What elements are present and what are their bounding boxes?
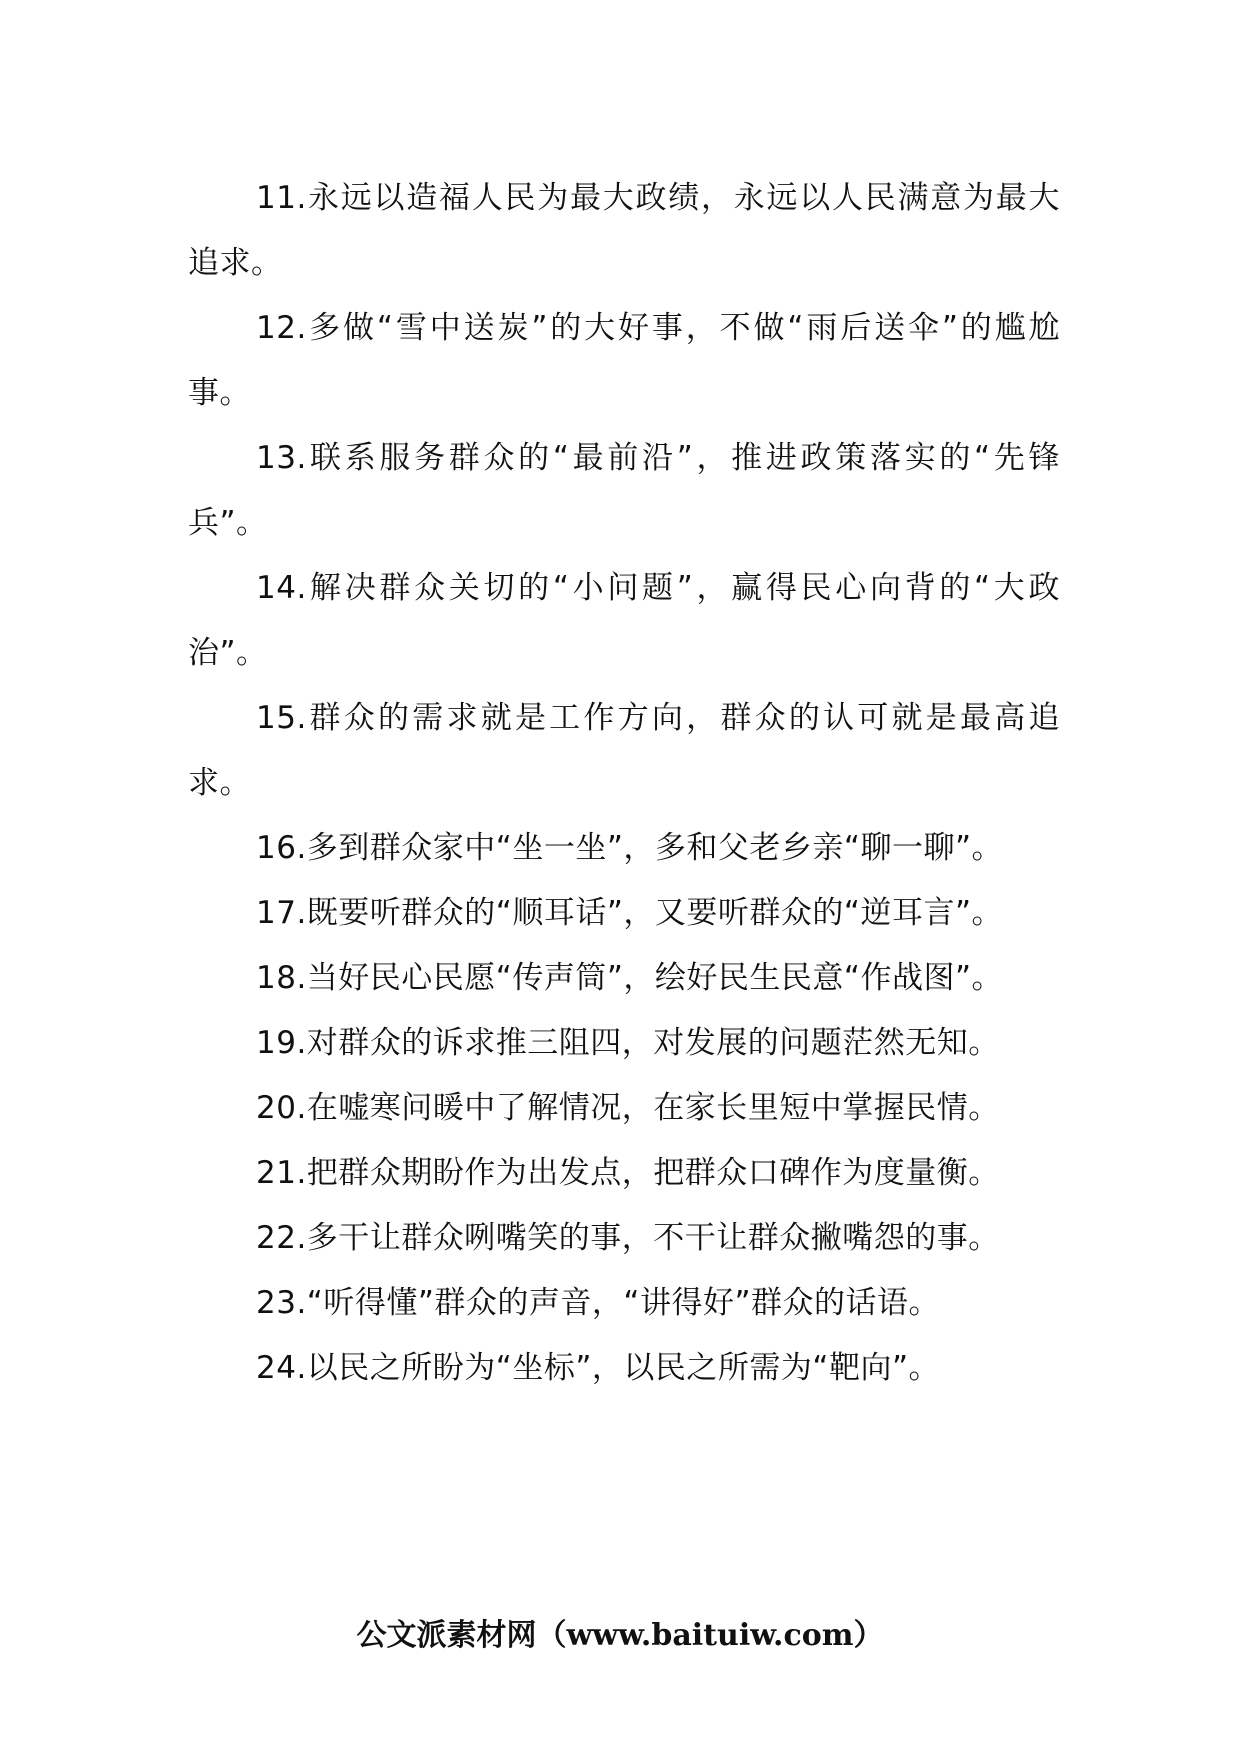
paragraph-12: 12.多做“雪中送炭”的大好事，不做“雨后送伞”的尴尬事。 — [188, 310, 1060, 411]
paragraph-17: 17.既要听群众的“顺耳话”，又要听群众的“逆耳言”。 — [256, 895, 1004, 931]
paragraph-22: 22.多干让群众咧嘴笑的事，不干让群众撇嘴怨的事。 — [256, 1220, 1000, 1256]
paragraph-23: 23.“听得懂”群众的声音，“讲得好”群众的话语。 — [256, 1285, 941, 1321]
paragraph-20: 20.在嘘寒问暖中了解情况，在家长里短中掌握民情。 — [256, 1090, 1000, 1126]
document-body — [188, 166, 1060, 1401]
footer-watermark-text: 公文派素材网（www.baituiw.com） — [356, 1618, 884, 1653]
paragraph-21: 21.把群众期盼作为出发点，把群众口碑作为度量衡。 — [256, 1155, 1000, 1191]
paragraph-11: 11.永远以造福人民为最大政绩，永远以人民满意为最大追求。 — [188, 180, 1060, 281]
paragraph-19: 19.对群众的诉求推三阻四，对发展的问题茫然无知。 — [256, 1025, 1000, 1061]
paragraph-16: 16.多到群众家中“坐一坐”，多和父老乡亲“聊一聊”。 — [256, 830, 1004, 866]
paragraph-14: 14.解决群众关切的“小问题”，赢得民心向背的“大政治”。 — [188, 570, 1060, 671]
paragraph-13: 13.联系服务群众的“最前沿”，推进政策落实的“先锋兵”。 — [188, 440, 1060, 541]
paragraph-24: 24.以民之所盼为“坐标”，以民之所需为“靶向”。 — [256, 1350, 941, 1386]
paragraph-15: 15.群众的需求就是工作方向，群众的认可就是最高追求。 — [188, 700, 1060, 801]
paragraph-18: 18.当好民心民愿“传声筒”，绘好民生民意“作战图”。 — [256, 960, 1004, 996]
